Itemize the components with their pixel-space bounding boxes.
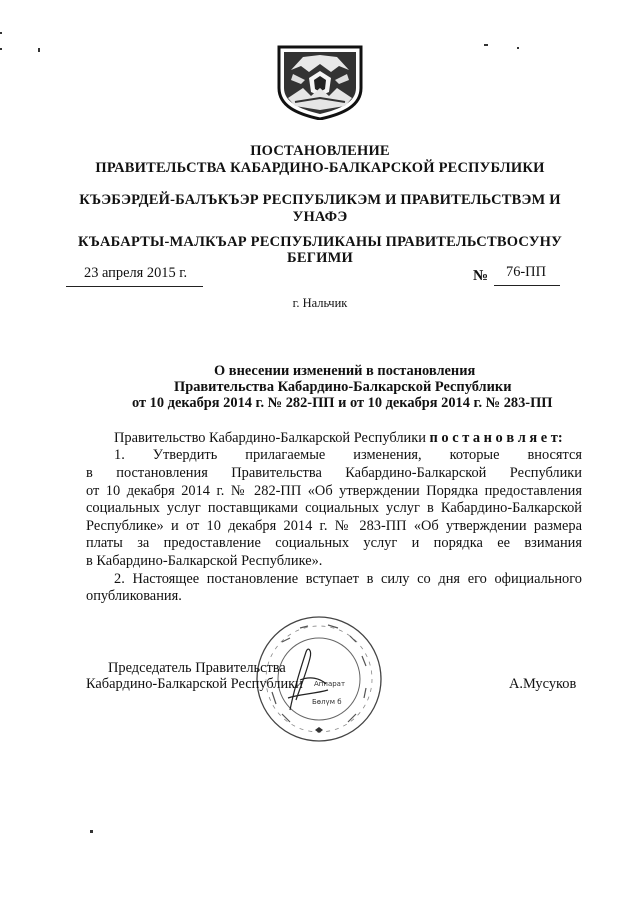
stamp-text-1: Аппарат (314, 680, 346, 688)
item1-line-4: социальных услуг поставщиками социальных услуг в Кабардино-Балкарской (86, 500, 582, 516)
intro-text: Правительство Кабардино-Балкарской Республики (114, 430, 430, 446)
number-underline (494, 285, 560, 286)
signatory-position-continued: Кабардино-Балкарской Республики (86, 676, 303, 692)
item1-line-5: Республике» и от 10 декабря 2014 г. № 283-ПП «Об утверждении размера (86, 518, 582, 534)
signatory-position: Председатель Правительства (108, 660, 286, 676)
subject-line-3: от 10 декабря 2014 г. № 282-ПП и от 10 декабря 2014 г. № 283-ПП (132, 395, 553, 411)
intro-verb: п о с т а н о в л я е т: (429, 430, 563, 446)
item2-line-2: опубликования. (86, 588, 182, 604)
item2-line-1: 2. Настоящее постановление вступает в силу со дня его официального (114, 571, 582, 587)
subject-line-2: Правительства Кабардино-Балкарской Республики (174, 379, 512, 395)
subject-line-1: О внесении изменений в постановления (214, 363, 476, 379)
item1-line-7: в Кабардино-Балкарской Республике». (86, 553, 323, 569)
item1-line-1: 1. Утвердить прилагаемые изменения, которые вносятся (114, 447, 582, 463)
scan-mark (0, 32, 2, 34)
balkar-title: КЪАБАРТЫ-МАЛКЪАР РЕСПУБЛИКАНЫ ПРАВИТЕЛЬСТВОСУНУ (78, 234, 562, 250)
scan-mark (90, 830, 93, 833)
item1-line-3: от 10 декабря 2014 г. № 282-ПП «Об утверждении Порядка предоставления (86, 483, 582, 499)
item1-line-6: платы за предоставление социальных услуг и порядка ее взимания (86, 535, 582, 551)
kabardian-title-continued: УНАФЭ (292, 209, 348, 225)
stamp-text-2: Бөлүм б (312, 698, 342, 706)
item1-line-2: в постановления Правительства Кабардино-Балкарской Республики (86, 465, 582, 481)
resolution-intro (114, 429, 563, 448)
document-number: 76-ПП (506, 264, 546, 280)
scan-mark (517, 47, 519, 49)
issuer-title: ПРАВИТЕЛЬСТВА КАБАРДИНО-БАЛКАРСКОЙ РЕСПУБЛИКИ (95, 160, 545, 176)
balkar-title-continued: БЕГИМИ (287, 250, 353, 266)
document-city: г. Нальчик (292, 296, 348, 310)
coat-of-arms-emblem (273, 44, 367, 120)
scan-mark (484, 44, 488, 46)
document-date: 23 апреля 2015 г. (84, 265, 188, 281)
scan-mark (38, 48, 40, 52)
number-sign: № (473, 268, 489, 284)
kabardian-title: КЪЭБЭРДЕЙ-БАЛЪКЪЭР РЕСПУБЛИКЭМ И ПРАВИТЕЛЬСТВЭМ И (79, 192, 561, 208)
signatory-name: А.Мусуков (509, 676, 577, 692)
date-underline (66, 286, 203, 287)
scan-mark (0, 48, 2, 50)
document-type-title: ПОСТАНОВЛЕНИЕ (250, 143, 390, 159)
